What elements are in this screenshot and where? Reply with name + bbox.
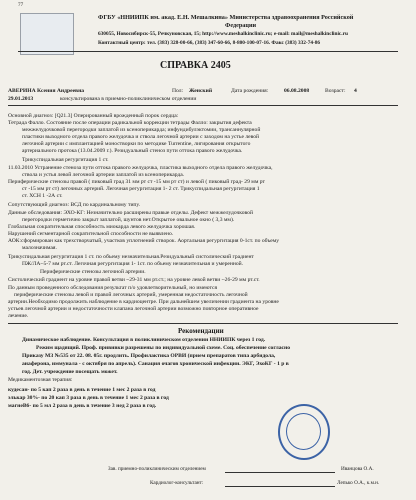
birth-date-label: Дата рождения: <box>231 88 269 94</box>
text-line: периферические стенозы левой и правой легочных артерий, умеренная недостаточность легочной <box>14 292 248 298</box>
text-line: ст -15 мм рт ст) легочных артерий. Легочная регургитация 1- 2 ст. Трикуспидальная регургитация 1 <box>22 186 260 192</box>
text-line: ст. ХСН 1 -2А ст. <box>22 193 63 199</box>
text-line: Тетрада Фалло. Состояние после операции радикальной коррекции тетрады Фалло: закрытия дефекта <box>8 120 252 126</box>
text-line: Периферические стенозы правой ( пиковый град 31 мм рт ст -15 мм рт ст) и левой ( пиковый град- 29 мм рт <box>8 179 265 185</box>
sex-label: Пол: <box>172 88 184 94</box>
sex-value: Женский <box>189 88 213 94</box>
text-line: Трикуспидальная регургитация 1 ст. <box>22 157 109 163</box>
text-line: ствола и устья левой легочной артерии заплатой из ксеноперикарда. <box>22 172 185 178</box>
clinic-stamp <box>278 404 330 460</box>
signature-label-2: Кардиолог-консультант: <box>150 480 204 486</box>
clinic-stamp-inner <box>286 413 321 450</box>
recommendation-line: год. Дет. учреждение посещать может. <box>22 369 118 375</box>
text-line: Трикуспидальная регургитация 1 ст. по объему незначительная.Резидуальный систолический градиент <box>8 254 254 260</box>
patient-rule <box>8 105 398 106</box>
header-rule <box>18 51 398 52</box>
text-line: ПЖ/ЛА~5-7 мм рт.ст. Легочная регургитация 1- 1ст. по объему незначительная и умеренной. <box>22 261 244 267</box>
header-line-3: 630055, Новосибирск-55, Речкуновская, 15; http://www.meshalkinclinic.ru; e-mail: mail@meshalkinclinic.ru <box>98 31 348 37</box>
clinic-logo <box>20 13 74 55</box>
recommendation-line: элькар 30%- по 20 кап 3 раза в день в течение 1 мес 2 раза в год <box>8 395 169 401</box>
text-line: перегородки герметично закрыт заплатой, шунтов нет.Открытое овальное окно ( 3,3 мм). <box>22 217 235 223</box>
birth-date-value: 06.08.2008 <box>284 88 310 94</box>
doc-title: СПРАВКА 2405 <box>160 60 231 71</box>
recommendation-line: Динамическое наблюдение. Консультация в поликлиническом отделении ННИИПК через 1 год. <box>22 337 266 343</box>
header-line-4: Контактный центр: тел. (383) 328-00-66, (383) 347-60-66, 8-800-100-07-16. Факс (383) 332-74-86 <box>98 40 321 46</box>
text-line: Нарушений сегментарной сократительной способности не выявлено. <box>8 231 174 237</box>
text-line: АОК:сформирован как трехстворчатый, участков уплотнений створок. Аортальная регургитация 0-1ст. по объему <box>8 238 280 244</box>
recommendations-rule <box>8 323 398 324</box>
signature-line-1 <box>225 472 335 473</box>
text-line: пластики выходного отдела правого желудочка и ствола легочной артерии с заходом на устье левой <box>22 134 260 140</box>
signature-name-2: Лепько О.А., к.м.н. <box>337 480 380 486</box>
text-line: Систолический градиент на уровне правой ветви ~29-31 мм рт.ст.; на уровне левой ветви ~26-29 мм рт.ст. <box>8 277 260 283</box>
recommendation-line: Медикаментозная терапия: <box>8 377 73 383</box>
text-line: Периферические стенозы легочной артерии. <box>40 269 146 275</box>
signature-label-1: Зав. приемно-поликлиническим отделением <box>108 466 206 472</box>
text-line: Данные обследования: ЭХО-КГ: Незначительно расширены правые отделы. Дефект межжелудочковой <box>8 210 253 216</box>
recommendations-title: Рекомендации <box>178 327 224 335</box>
department-line: консультирована в приемно-поликлиническом отделении <box>60 96 197 102</box>
text-line: 11.03.2010 Устранение стеноза пути оттока правого желудочка, пластика выходного отдела правого желудочка, <box>8 165 273 171</box>
recommendation-line: Режим щадящий. Проф. прививки разрешены по индивидуальной схеме. Соц. обеспечение согласно <box>36 345 291 351</box>
recommendation-line: анаферона, иммунала - с октября по апрель). Санация очагов хронической инфекции. ЭКГ, ЭхоКГ - 1 р в <box>22 361 289 367</box>
signature-line-2 <box>225 486 335 487</box>
text-line: легочной артерии с имплантацией моностворки по методике Turrentine, лигирования открытого <box>22 141 251 147</box>
text-line: Сопутствующий диагноз: ВСД по кардинальному типу. <box>8 202 141 208</box>
header-line-1: ФГБУ «ННИИПК им. акад. Е.Н. Мешалкина» Министерства здравоохранения Российской <box>98 14 354 21</box>
text-line: Глобальная сократительная способность миокарда левого желудочка хорошая. <box>8 224 196 230</box>
text-line: По данным проведенного обследования результат п/о удовлетворительный, но имеются <box>8 285 218 291</box>
text-line: межжелудочковой перегородки заплатой из ксеноперикарда; инфундибулэктомии, трансаннулярной <box>22 127 261 133</box>
signature-name-1: Иванцова О.А. <box>341 466 374 472</box>
age-value: 4 <box>354 88 357 94</box>
text-line: артериального протока (13.04.2009 г.). Резидуальный стеноз пути оттока правого желудочка. <box>22 148 243 154</box>
recommendation-line: Приказу МЗ №535 от 22. 08. 05г. продлить. Профилактика ОРВИ (прием препаратов типа арбидола, <box>22 353 276 359</box>
age-label: Возраст: <box>325 88 346 94</box>
page-number: 77 <box>18 2 24 8</box>
patient-dob: 29.01.2013 <box>8 96 34 102</box>
text-line: лечение. <box>8 313 29 319</box>
recommendation-line: кудесан- по 5 кап 2 раза в день в течение 1 мес 2 раза в год <box>8 387 156 393</box>
header-line-2: Федерации <box>225 22 257 29</box>
recommendation-line: магнеВ6- по 5 мл 2 раза в день в течение 3 нед 2 раза в год. <box>8 403 157 409</box>
text-line: устьев легочной артерии и недостаточности клапана легочной артерии возможно повторное оперативное <box>8 306 259 312</box>
patient-name: АВЕРИНА Ксения Андреевна <box>8 88 85 94</box>
text-line: Основной диагноз: [Q21.3] Оперированный врожденный порок сердца: <box>8 113 179 119</box>
text-line: артерии.Необходимо продолжить наблюдение в кардиоцентре. При дальнейшем увеличении градиента на уровне <box>8 299 279 305</box>
text-line: малозначимая. <box>22 245 57 251</box>
